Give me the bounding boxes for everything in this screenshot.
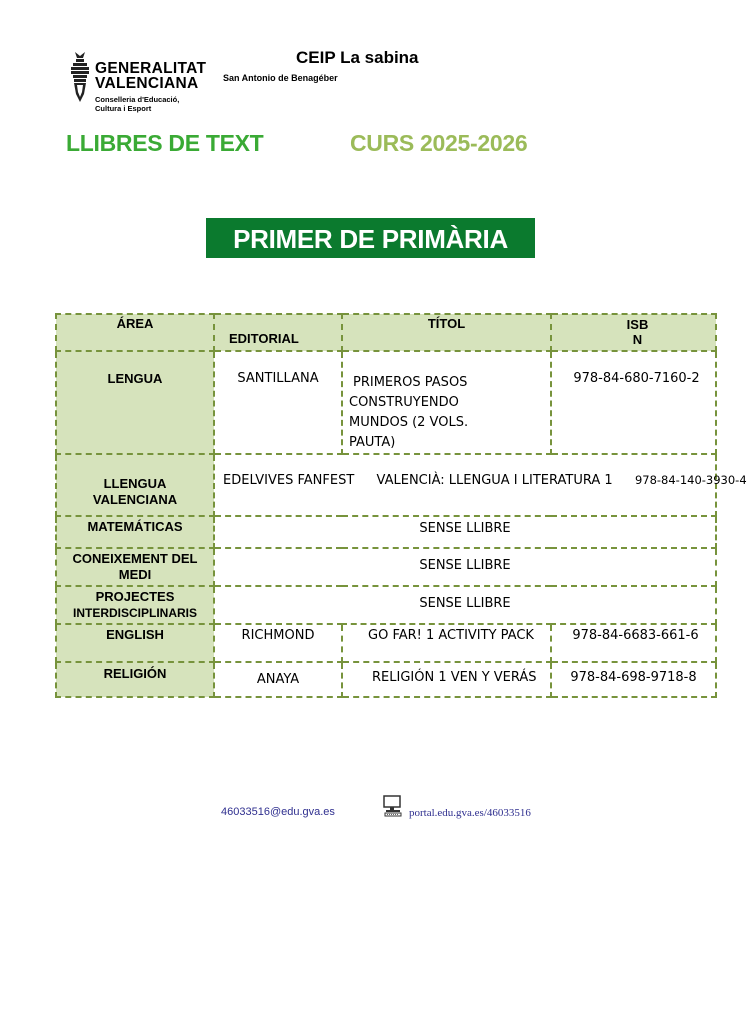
area-medi-label-2: MEDI (118, 567, 152, 582)
header-editorial (214, 314, 342, 351)
editorial-english (214, 624, 342, 662)
school-name: CEIP La sabina (296, 48, 419, 67)
area-matematicas (56, 516, 214, 548)
header-editorial-label: EDITORIAL (229, 331, 299, 346)
area-medi (56, 548, 214, 586)
area-valenciana-label-2: VALENCIANA (92, 492, 178, 507)
editorial-english-label: RICHMOND (241, 628, 315, 643)
title-english-label: GO FAR! 1 ACTIVITY PACK (368, 628, 534, 643)
isbn-lengua-label: 978-84-680-7160-2 (573, 371, 700, 386)
isbn-lengua (551, 351, 716, 454)
title-lengua-line-4: PAUTA) (349, 435, 396, 450)
editorial-religion-label: ANAYA (256, 672, 300, 687)
area-religion (56, 662, 214, 697)
header-isbn-label-1: ISB (626, 317, 649, 332)
isbn-english-label: 978-84-6683-661-6 (572, 628, 699, 643)
isbn-valenciana-label: 978-84-140-3930-4 (634, 473, 747, 487)
matematicas-note: SENSE LLIBRE (419, 521, 511, 536)
header-titol (342, 314, 551, 351)
logo-cultura: Cultura i Esport (95, 104, 152, 113)
editorial-valenciana-label: EDELVIVES FANFEST (223, 473, 355, 488)
computer-icon (382, 795, 404, 817)
title-lengua (342, 351, 551, 454)
area-medi-label-1: CONEIXEMENT DEL (72, 551, 198, 566)
area-english-label: ENGLISH (106, 627, 164, 642)
area-religion-label: RELIGIÓN (103, 666, 167, 681)
logo-line-generalitat: GENERALITAT (95, 60, 207, 77)
area-lengua (56, 351, 214, 454)
area-projectes-label-2: INTERDISCIPLINARIS (72, 606, 197, 620)
valenciana-details (214, 454, 747, 516)
medi-details (214, 548, 716, 586)
table-row (56, 454, 716, 516)
medi-note: SENSE LLIBRE (419, 558, 511, 573)
title-religion (342, 662, 551, 697)
area-projectes-label-1: PROJECTES (95, 589, 175, 604)
textbooks-table (55, 313, 747, 698)
title-religion-label: RELIGIÓN 1 VEN Y VERÁS (372, 670, 537, 685)
table-row (56, 586, 716, 624)
logo-conselleria: Conselleria d'Educació, (95, 95, 180, 104)
header-area-label: ÁREA (116, 316, 154, 331)
isbn-religion-label: 978-84-698-9718-8 (570, 670, 697, 685)
area-english (56, 624, 214, 662)
area-valenciana-label-1: LLENGUA (103, 476, 167, 491)
header-isbn-label-2: N (632, 332, 643, 347)
generalitat-logo (68, 50, 218, 112)
area-matematicas-label: MATEMÁTICAS (87, 519, 183, 534)
table-row (56, 662, 716, 697)
heading-llibres-de-text: LLIBRES DE TEXT (66, 130, 264, 156)
editorial-religion (214, 662, 342, 697)
table-row (56, 548, 716, 586)
table-header-row (56, 314, 716, 351)
area-projectes (56, 586, 214, 624)
title-valenciana-label: VALENCIÀ: LLENGUA I LITERATURA 1 (376, 473, 613, 488)
school-location: San Antonio de Benagéber (223, 73, 338, 83)
footer-email-link[interactable]: 46033516@edu.gva.es (221, 806, 335, 818)
generalitat-bat-logo-icon (68, 50, 92, 106)
logo-line-valenciana: VALENCIANA (95, 75, 199, 92)
title-lengua-line-1: PRIMEROS PASOS (353, 375, 468, 390)
projectes-note: SENSE LLIBRE (419, 596, 511, 611)
title-lengua-line-3: MUNDOS (2 VOLS. (349, 415, 469, 430)
editorial-lengua-label: SANTILLANA (237, 371, 319, 386)
isbn-english (551, 624, 716, 662)
table-row (56, 516, 716, 548)
projectes-details (214, 586, 716, 624)
title-lengua-line-2: CONSTRUYENDO (349, 395, 459, 410)
header-titol-label: TÍTOL (427, 316, 466, 331)
area-valenciana (56, 454, 214, 516)
table-row (56, 624, 716, 662)
level-title: PRIMER DE PRIMÀRIA (206, 218, 535, 258)
table-row (56, 351, 716, 454)
footer-portal-link[interactable]: portal.edu.gva.es/46033516 (409, 807, 531, 819)
header-isbn (551, 314, 716, 351)
heading-curs: CURS 2025-2026 (350, 130, 528, 156)
isbn-religion (551, 662, 716, 697)
area-lengua-label: LENGUA (107, 371, 163, 386)
title-english (342, 624, 551, 662)
editorial-lengua (214, 351, 342, 454)
matematicas-details (214, 516, 716, 548)
header-area (56, 314, 214, 351)
